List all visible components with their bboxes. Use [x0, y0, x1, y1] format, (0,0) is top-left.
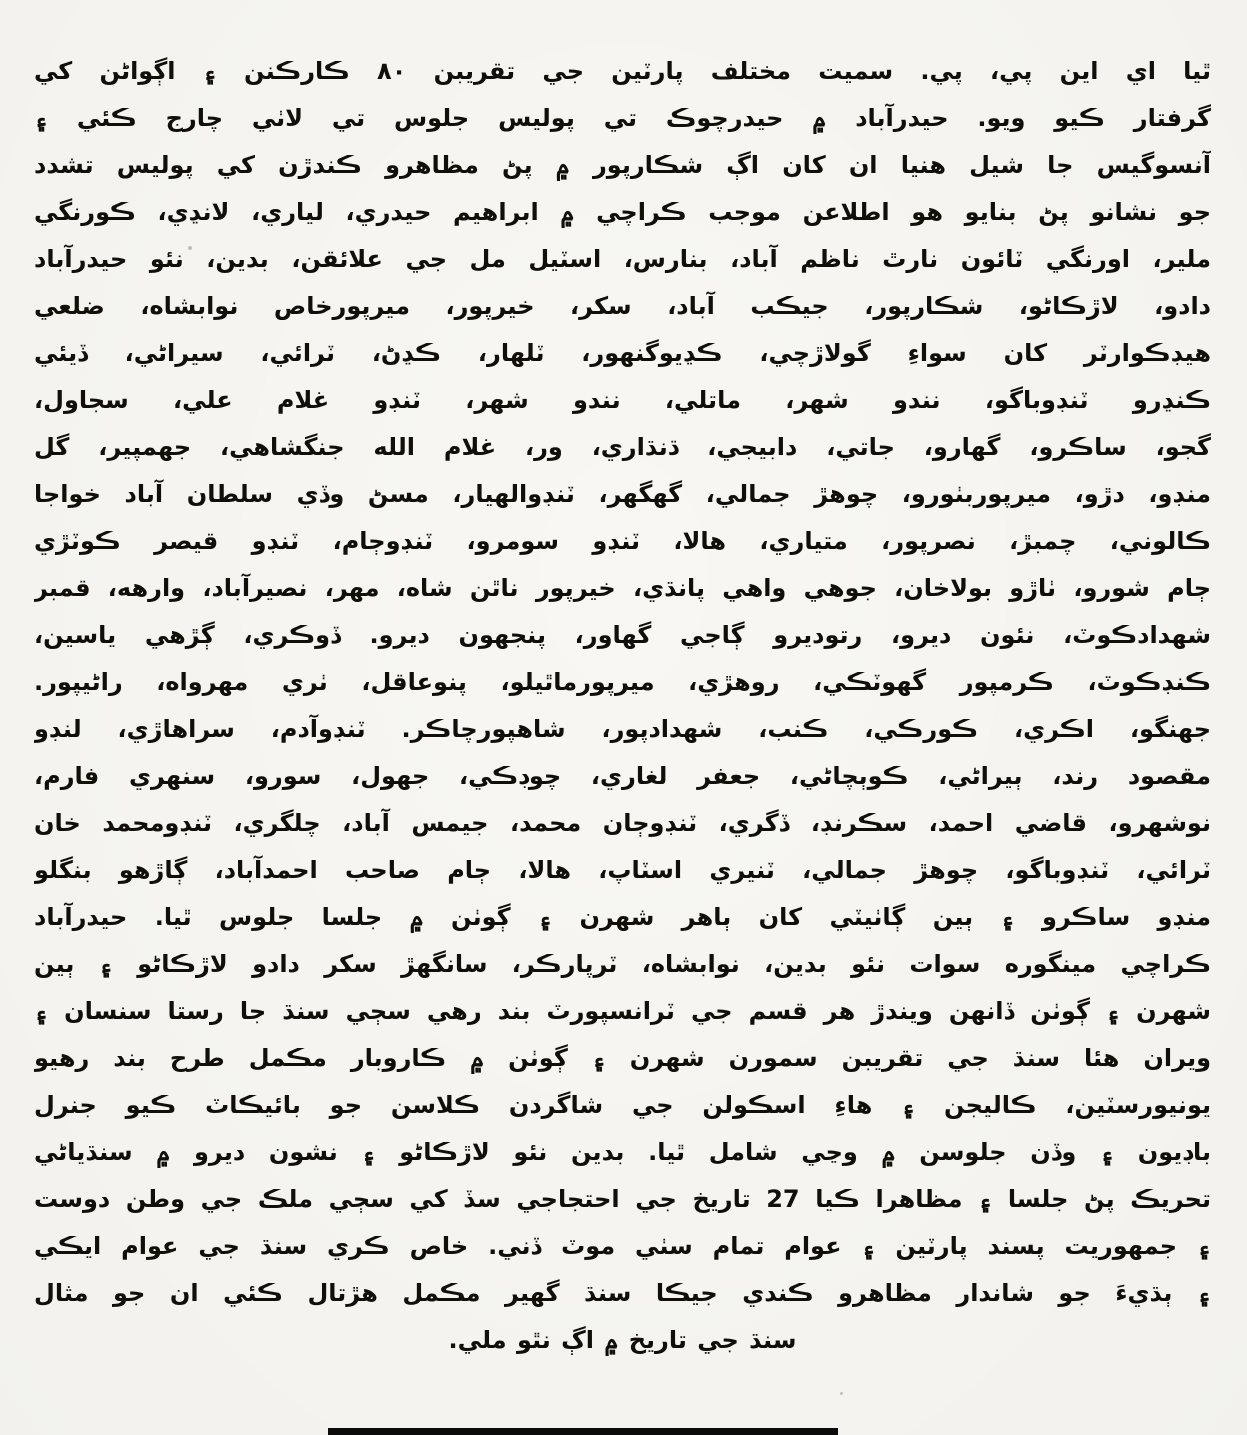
- text-line-28: سنڌ جي تاريخ ۾ اڳ نٿو ملي.: [448, 1326, 797, 1354]
- text-line-9: گجو، ساڪرو، گهارو، جاتي، دابيجي، ڌنڌاري، ور، غلام الله جنگشاهي، جهمپير، گل: [34, 433, 1211, 461]
- text-line-10: منڊو، دڙو، ميرپوربٺورو، چوهڙ جمالي، گهگهر، ٽنڊوالهيار، مسڻ وڏي سلطان آباد خواجا: [34, 480, 1211, 508]
- text-line-27: ۽ ٻڌيءَ جو شاندار مظاهرو ڪندي جيڪا سنڌ گهير مڪمل هڙتال ڪئي ان جو مثال: [34, 1279, 1211, 1307]
- scan-speck: [992, 118, 995, 121]
- text-line-23: يونيورسٽين، ڪاليجن ۽ هاءِ اسڪولن جي شاگردن ڪلاسن جو بائيڪاٽ ڪيو جنرل: [34, 1091, 1211, 1119]
- text-line-11: ڪالوني، چمبڙ، نصرپور، متياري، هالا، ٽنڊو سومرو، ٽنڊوڄام، ٽنڊو قيصر ڪوٽڙي: [34, 527, 1211, 555]
- scan-speck: [120, 1012, 124, 1015]
- text-line-15: جهنگو، اڪري، ڪورڪي، ڪنب، شهدادپور، شاهپورچاڪر. ٽنڊوآدم، سراهاڙي، لنڊو: [34, 715, 1211, 743]
- text-line-7: هيڊڪوارٽر کان سواءِ گولاڙچي، ڪڍيوگنهور، ٽلهار، ڪڍڻ، ٽرائي، سيراڻي، ڏيئي: [34, 339, 1211, 367]
- scan-speck: [840, 1392, 843, 1395]
- text-line-21: شهرن ۽ ڳوٺن ڏانهن ويندڙ هر قسم جي ٽرانسپورٽ بند رهي سڄي سنڌ جا رستا سنسان ۽: [34, 997, 1211, 1025]
- text-line-18: ٽرائي، ٽنڊوباگو، چوهڙ جمالي، ٽنيري اسٽاپ، هالا، ڄام صاحب احمدآباد، ڳاڙهو بنگلو: [34, 856, 1211, 884]
- text-line-25: تحريڪ پڻ جلسا ۽ مظاهرا ڪيا 27 تاريخ جي احتجاجي سڏ کي سڄي ملڪ جي وطن دوست: [34, 1185, 1211, 1213]
- body-text-block: [34, 48, 1211, 1364]
- text-line-6: دادو، لاڙڪاڻو، شڪارپور، جيڪب آباد، سکر، خيرپور، ميرپورخاص نوابشاه، ضلعي: [34, 292, 1211, 320]
- text-line-14: ڪنڊڪوٽ، ڪرمپور گهوٽڪي، روهڙي، ميرپورماٿيلو، پنوعاقل، ٺري مهرواه، راڻيپور.: [34, 668, 1211, 696]
- text-line-26: ۽ جمهوريت پسند پارٽين ۽ عوام تمام سٺي موٽ ڏني. خاص ڪري سنڌ جي عوام ايڪي: [34, 1232, 1211, 1260]
- text-line-8: ڪنڍرو ٽنڊوباگو، نندو شهر، ماتلي، نندو شهر، ٽنڊو غلام علي، سجاول،: [34, 386, 1211, 414]
- text-line-20: ڪراچي مينگوره سوات نئو بدين، نوابشاه، ٽرپارڪر، سانگهڙ سکر دادو لاڙڪاڻو ۽ ٻين: [34, 950, 1211, 978]
- text-line-2: گرفتار ڪيو ويو. حيدرآباد ۾ حيدرچوڪ تي پوليس جلوس تي لاٺي چارج ڪئي ۽: [34, 104, 1211, 132]
- text-line-17: نوشهرو، قاضي احمد، سڪرنڊ، ڏگري، ٽنڊوڄان محمد، جيمس آباد، چلگري، ٽنڊومحمد خان: [34, 809, 1211, 837]
- text-line-24: باڊيون ۽ وڏن جلوسن ۾ وڃي شامل ٿيا. بدين نئو لاڙڪاڻو ۽ نشون ديرو ۾ سنڌياڻي: [34, 1138, 1211, 1166]
- text-line-22: ويران هئا سنڌ جي تقريبن سمورن شهرن ۽ ڳوٺن ۾ ڪاروبار مڪمل طرح بند رهيو: [34, 1044, 1211, 1072]
- text-line-1: ٿيا اي اين پي، پي. سميت مختلف پارٽين جي تقريبن ٨٠ ڪارڪنن ۽ اڳواڻن کي: [34, 57, 1211, 85]
- scan-artifact-bar: [328, 1428, 838, 1435]
- text-line-3: آنسوگيس جا شيل هنيا ان کان اڳ شڪارپور ۾ پڻ مظاهرو ڪندڙن کي پوليس تشدد: [34, 151, 1211, 179]
- text-line-19: منڊو ساڪرو ۽ ٻين ڳاٺيٽي کان ٻاهر شهرن ۽ ڳوٺن ۾ جلسا جلوس ٿيا. حيدرآباد: [34, 903, 1211, 931]
- text-line-16: مقصود رند، ٻيراڻي، ڪوٻچاڻي، جعفر لغاري، چوڊڪي، جهول، سورو، سنهري فارم،: [34, 762, 1211, 790]
- text-line-12: ڄام شورو، ٺاڙو بولاخان، جوهي واهي پانڌي، خيرپور ناٿن شاه، مهر، نصيرآباد، وارهه، قمبر: [34, 574, 1211, 602]
- text-line-5: ملير، اورنگي ٽائون نارٿ ناظم آباد، بنارس، اسٽيل مل جي علائقن، بدين، نئو حيدرآباد: [34, 245, 1211, 273]
- scan-speck: [188, 246, 192, 250]
- text-line-13: شهدادڪوٽ، نئون ديرو، رتوديرو ڳاجي گهاور، پنجهون ديرو. ڏوڪري، ڳڙهي ياسين،: [34, 621, 1211, 649]
- text-line-4: جو نشانو پڻ بنايو هو اطلاعن موجب ڪراچي ۾ ابراهيم حيدري، لياري، لانڍي، ڪورنگي: [34, 198, 1211, 226]
